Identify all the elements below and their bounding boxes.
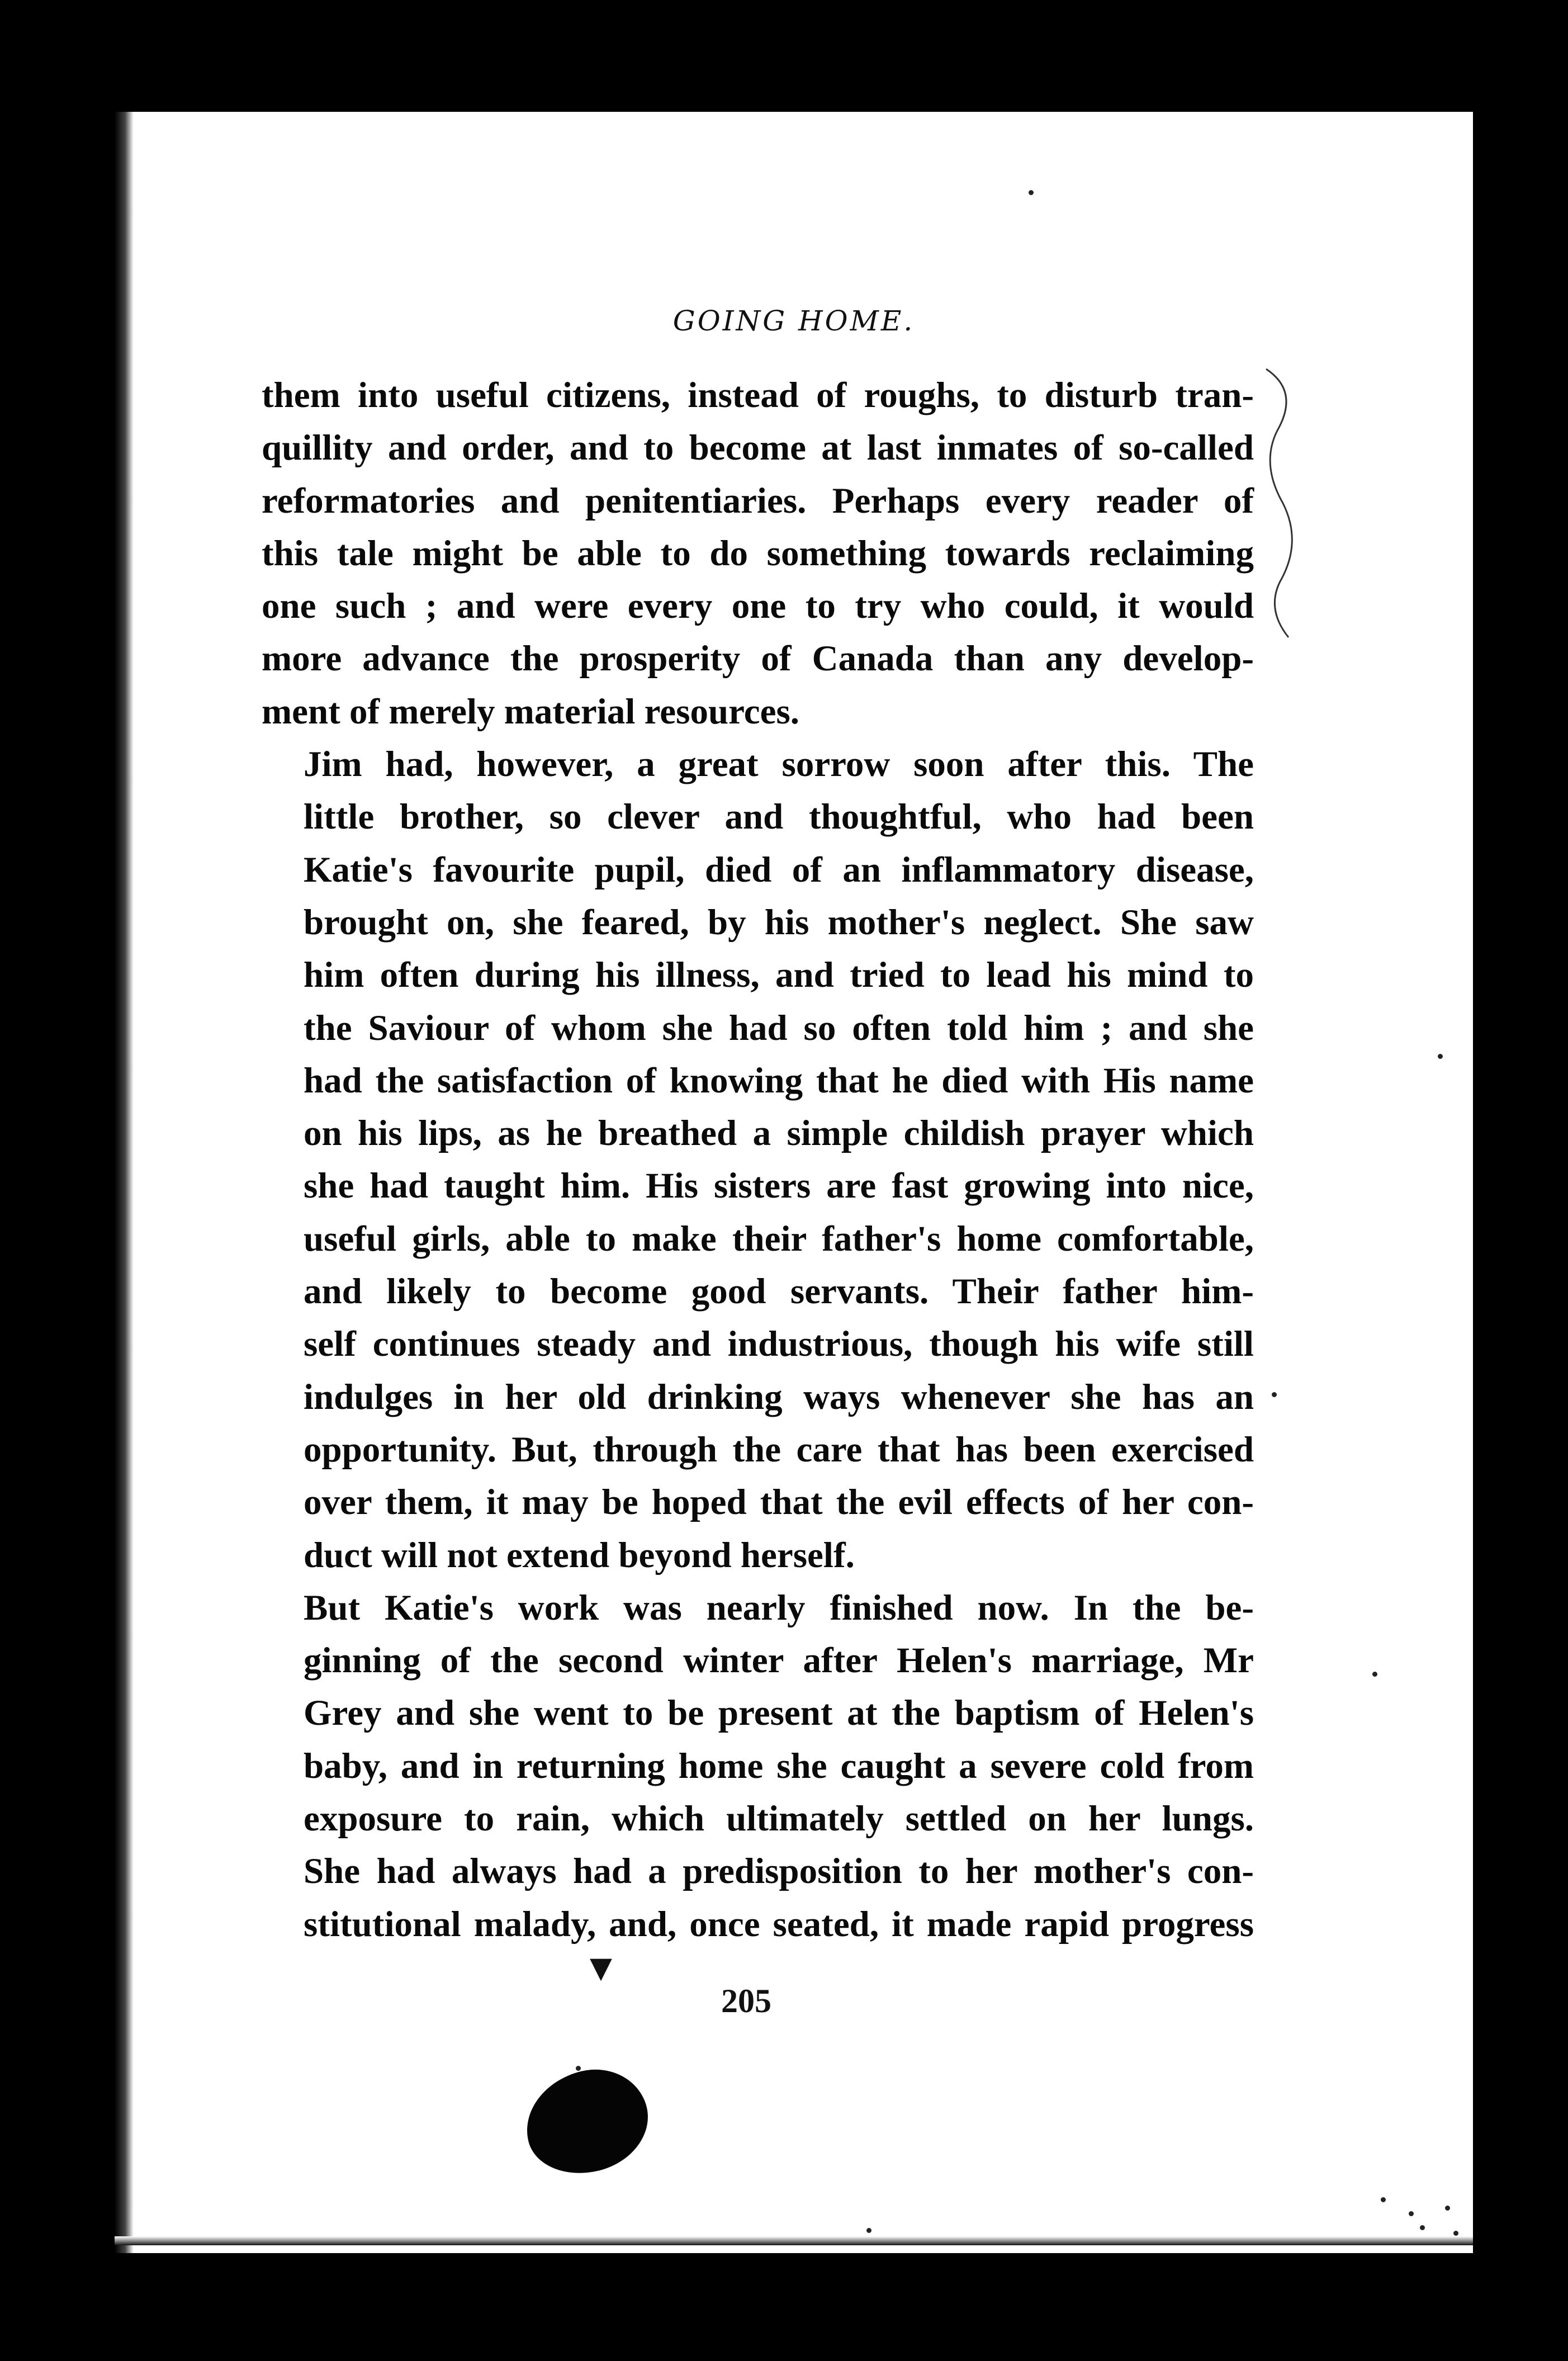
page-number: 205 (721, 1983, 771, 2019)
text-line: baby, and in returning home she caught a severe cold from (304, 1745, 1254, 1786)
text-line: opportunity. But, through the care that has been exercised (304, 1429, 1254, 1470)
speck (1029, 190, 1034, 195)
text-line: indulges in her old drinking ways whenever she has an (304, 1376, 1254, 1417)
text-line: Grey and she went to be present at the baptism of Helen's (304, 1693, 1254, 1734)
text-line: the Saviour of whom she had so often told him ; and she (304, 1007, 1254, 1048)
speck (1453, 2231, 1458, 2236)
text-line: and likely to become good servants. Their father him- (304, 1271, 1254, 1312)
margin-bracket-mark (1255, 358, 1305, 649)
text-line: this tale might be able to do something towards reclaiming (262, 533, 1254, 574)
speck (1272, 1392, 1277, 1397)
text-line: one such ; and were every one to try who could, it would (262, 586, 1254, 627)
pointer-glyph-icon: ▼ (590, 1951, 612, 1985)
text-line: self continues steady and industrious, though his wife still (304, 1324, 1254, 1365)
speck (1420, 2225, 1425, 2230)
running-head: GOING HOME. (672, 305, 915, 337)
page-bottom-edge (115, 2236, 1473, 2245)
speck (576, 2066, 581, 2071)
speck (1445, 2206, 1450, 2211)
text-line: quillity and order, and to become at last inmates of so-called (262, 428, 1254, 469)
text-line: stitutional malady, and, once seated, it made rapid progress (304, 1904, 1254, 1944)
text-line: Katie's favourite pupil, died of an inflammatory disease, (304, 849, 1254, 890)
text-line: on his lips, as he breathed a simple childish prayer which (304, 1113, 1254, 1154)
speck (1409, 2211, 1414, 2216)
text-line: useful girls, able to make their father's home comfortable, (304, 1218, 1254, 1259)
text-line: she had taught him. His sisters are fast growing into nice, (304, 1166, 1254, 1206)
paragraph-3 (262, 1582, 1254, 1951)
speck (866, 2228, 871, 2233)
text-line: him often during his illness, and tried to lead his mind to (304, 955, 1254, 996)
paragraph-1 (262, 369, 1254, 738)
text-line: brought on, she feared, by his mother's neglect. She saw (304, 902, 1254, 943)
page-gutter-shadow (115, 112, 134, 2253)
text-line: little brother, so clever and thoughtful, who had been (304, 797, 1254, 838)
body-text (262, 369, 1254, 1951)
speck (1381, 2197, 1386, 2202)
text-line: ginning of the second winter after Helen's marriage, Mr (304, 1640, 1254, 1681)
text-line: duct will not extend beyond herself. (304, 1535, 855, 1575)
text-line: them into useful citizens, instead of roughs, to disturb tran- (262, 375, 1254, 415)
text-line: more advance the prosperity of Canada than any develop- (262, 638, 1254, 679)
text-line: reformatories and penitentiaries. Perhaps every reader of (262, 480, 1254, 521)
text-line: exposure to rain, which ultimately settled on her lungs. (304, 1799, 1254, 1839)
speck (1438, 1054, 1443, 1059)
text-line: But Katie's work was nearly finished now. In the be- (304, 1587, 1254, 1628)
text-line: Jim had, however, a great sorrow soon after this. The (304, 744, 1254, 785)
text-line: She had always had a predisposition to her mother's con- (304, 1851, 1254, 1892)
speck (1372, 1672, 1377, 1677)
text-line: had the satisfaction of knowing that he died with His name (304, 1060, 1254, 1101)
text-line: ment of merely material resources. (262, 691, 800, 732)
paragraph-2 (262, 738, 1254, 1582)
text-line: over them, it may be hoped that the evil effects of her con- (304, 1482, 1254, 1523)
